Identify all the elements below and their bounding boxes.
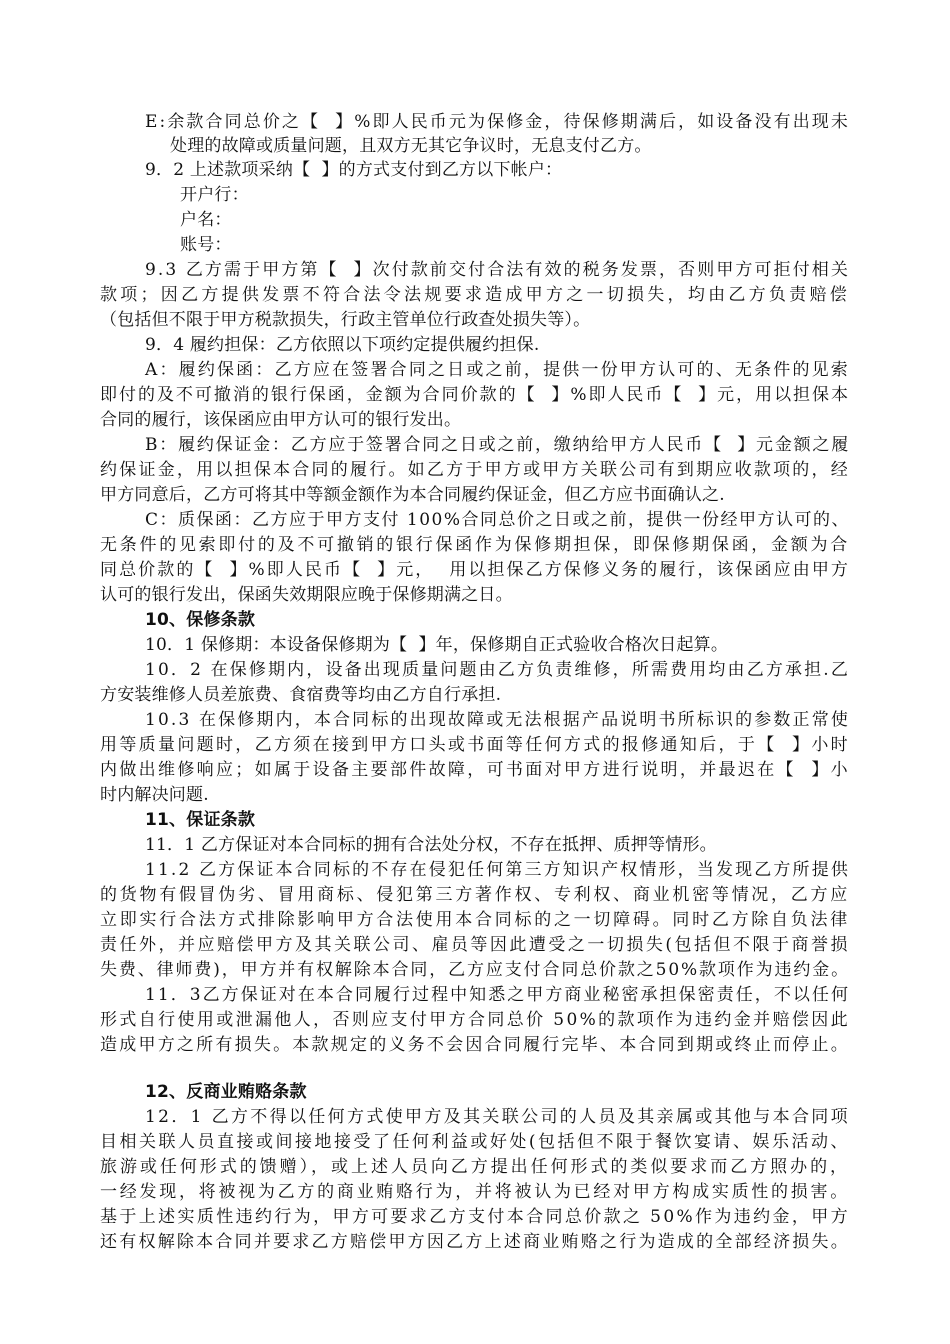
paragraph-line: 甲方同意后，乙方可将其中等额金额作为本合同履约保证金，但乙方应书面确认之. xyxy=(100,485,725,505)
paragraph-line: 时内解决问题. xyxy=(100,785,209,805)
paragraph-line: 款项；因乙方提供发票不符合法令法规要求造成甲方之一切损失，均由乙方负责赔偿 xyxy=(100,285,850,305)
paragraph-line: A：履约保函：乙方应在签署合同之日或之前，提供一份甲方认可的、无条件的见索 xyxy=(145,360,850,380)
paragraph-line: 账号： xyxy=(180,235,232,255)
paragraph-line: 9.3 乙方需于甲方第【 】次付款前交付合法有效的税务发票，否则甲方可拒付相关 xyxy=(145,260,850,280)
section-heading: 12、反商业贿赂条款 xyxy=(145,1082,307,1102)
paragraph-line: 一经发现，将被视为乙方的商业贿赂行为，并将被认为已经对甲方构成实质性的损害。 xyxy=(100,1182,850,1202)
paragraph-line: 开户行： xyxy=(180,185,249,205)
paragraph-line: 10.3 在保修期内，本合同标的出现故障或无法根据产品说明书所标识的参数正常使 xyxy=(145,710,850,730)
section-heading: 11、保证条款 xyxy=(145,810,256,830)
paragraph-line: 11.2 乙方保证本合同标的不存在侵犯任何第三方知识产权情形，当发现乙方所提供 xyxy=(145,860,850,880)
paragraph-line: 目相关联人员直接或间接地接受了任何利益或好处(包括但不限于餐饮宴请、娱乐活动、 xyxy=(100,1132,850,1152)
paragraph-line: 的货物有假冒伪劣、冒用商标、侵犯第三方著作权、专利权、商业机密等情况，乙方应 xyxy=(100,885,850,905)
paragraph-line: 内做出维修响应；如属于设备主要部件故障，可书面对甲方进行说明，并最迟在【 】小 xyxy=(100,760,850,780)
paragraph-line: 11．3乙方保证对在本合同履行过程中知悉之甲方商业秘密承担保密责任，不以任何 xyxy=(145,985,850,1005)
paragraph-line: 造成甲方之所有损失。本款规定的义务不会因合同履行完毕、本合同到期或终止而停止。 xyxy=(100,1035,850,1055)
paragraph-line: 合同的履行，该保函应由甲方认可的银行发出。 xyxy=(100,410,462,430)
paragraph-line: 责任外，并应赔偿甲方及其关联公司、雇员等因此遭受之一切损失(包括但不限于商誉损 xyxy=(100,935,850,955)
paragraph-line: E:余款合同总价之【 】%即人民币元为保修金，待保修期满后，如设备没有出现未 xyxy=(145,112,850,132)
paragraph-line: C：质保函：乙方应于甲方支付 100%合同总价之日或之前，提供一份经甲方认可的、 xyxy=(145,510,850,530)
paragraph-line: （包括但不限于甲方税款损失，行政主管单位行政查处损失等）。 xyxy=(100,310,591,330)
paragraph-line: 同总价款的【 】%即人民币【 】元， 用以担保乙方保修义务的履行，该保函应由甲方 xyxy=(100,560,850,580)
paragraph-line: 9．4 履约担保：乙方依照以下项约定提供履约担保. xyxy=(145,335,540,355)
paragraph-line: 认可的银行发出，保函失效期限应晚于保修期满之日。 xyxy=(100,585,513,605)
paragraph-line: 还有权解除本合同并要求乙方赔偿甲方因乙方上述商业贿赂之行为造成的全部经济损失。 xyxy=(100,1232,850,1252)
paragraph-line: 旅游或任何形式的馈赠），或上述人员向乙方提出任何形式的类似要求而乙方照办的， xyxy=(100,1157,850,1177)
paragraph-line: 基于上述实质性违约行为，甲方可要求乙方支付本合同总价款之 50%作为违约金，甲方 xyxy=(100,1207,850,1227)
paragraph-line: 处理的故障或质量问题，且双方无其它争议时，无息支付乙方。 xyxy=(170,136,652,156)
section-heading: 10、保修条款 xyxy=(145,610,256,630)
paragraph-line: 约保证金，用以担保本合同的履行。如乙方于甲方或甲方关联公司有到期应收款项的，经 xyxy=(100,460,850,480)
paragraph-line: 形式自行使用或泄漏他人，否则应支付甲方合同总价 50%的款项作为违约金并赔偿因此 xyxy=(100,1010,850,1030)
paragraph-line: 方安装维修人员差旅费、食宿费等均由乙方自行承担. xyxy=(100,685,502,705)
paragraph-line: 9．2 上述款项采纳【 】的方式支付到乙方以下帐户： xyxy=(145,160,563,180)
paragraph-line: 用等质量问题时，乙方须在接到甲方口头或书面等任何方式的报修通知后，于【 】小时 xyxy=(100,735,850,755)
paragraph-line: 无条件的见索即付的及不可撤销的银行保函作为保修期担保，即保修期保函，金额为合 xyxy=(100,535,850,555)
paragraph-line: 10．2 在保修期内，设备出现质量问题由乙方负责维修，所需费用均由乙方承担.乙 xyxy=(145,660,850,680)
paragraph-line: 户名： xyxy=(180,210,232,230)
paragraph-line: 立即实行合法方式排除影响甲方合法使用本合同标的之一切障碍。同时乙方除自负法律 xyxy=(100,910,850,930)
paragraph-line: 即付的及不可撤消的银行保函，金额为合同价款的【 】%即人民币【 】元，用以担保本 xyxy=(100,385,850,405)
paragraph-line: 失费、律师费)，甲方并有权解除本合同，乙方应支付合同总价款之50%款项作为违约金。 xyxy=(100,960,850,980)
paragraph-line: 11．1 乙方保证对本合同标的拥有合法处分权，不存在抵押、质押等情形。 xyxy=(145,835,717,855)
paragraph-line: B：履约保证金：乙方应于签署合同之日或之前，缴纳给甲方人民币【 】元金额之履 xyxy=(145,435,850,455)
paragraph-line: 12．1 乙方不得以任何方式使甲方及其关联公司的人员及其亲属或其他与本合同项 xyxy=(145,1107,850,1127)
paragraph-line: 10．1 保修期：本设备保修期为【 】年，保修期自正式验收合格次日起算。 xyxy=(145,635,729,655)
